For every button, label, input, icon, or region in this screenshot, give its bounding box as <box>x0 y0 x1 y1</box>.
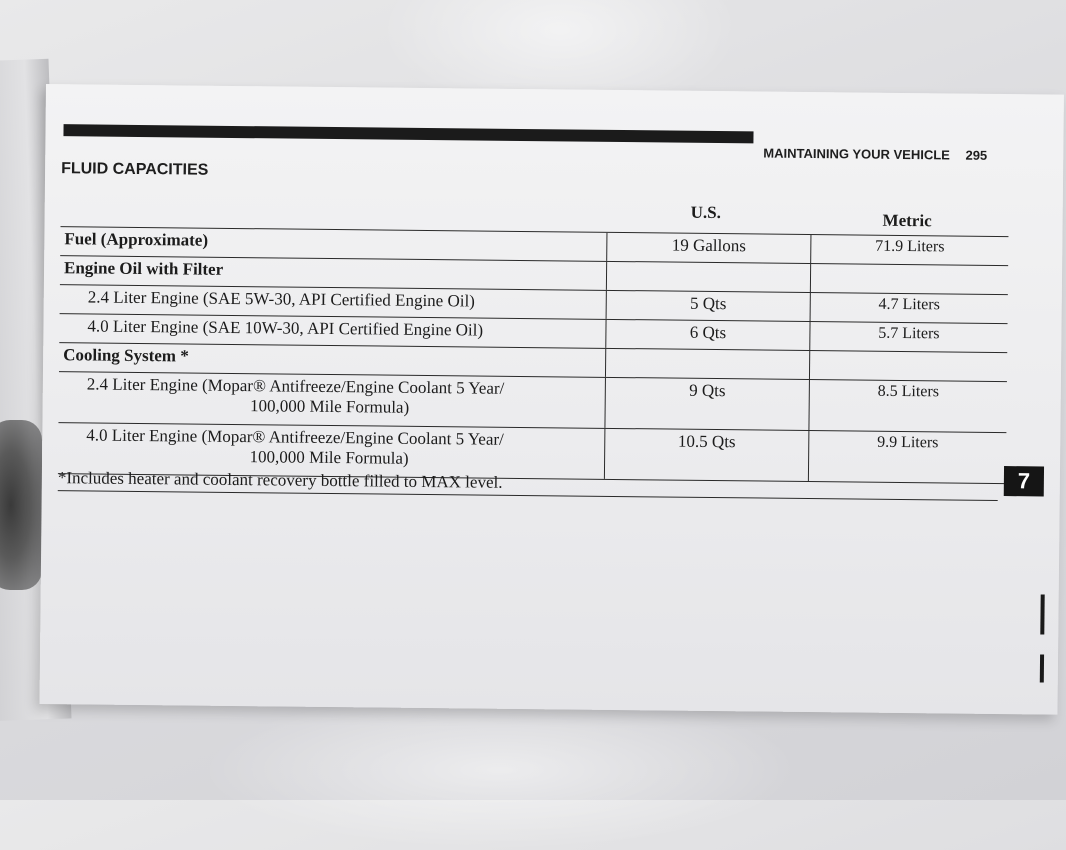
row-us-value: 9 Qts <box>604 378 809 430</box>
row-us-value: 5 Qts <box>606 291 810 321</box>
header-section: MAINTAINING YOUR VEHICLE <box>763 145 950 163</box>
row-label: Cooling System * <box>63 345 189 366</box>
row-label: 4.0 Liter Engine (SAE 10W-30, API Certified Engine Oil) <box>87 316 484 340</box>
row-label: 2.4 Liter Engine (SAE 5W-30, API Certified Engine Oil) <box>87 287 476 311</box>
row-us-value: 19 Gallons <box>606 233 810 263</box>
row-label: Engine Oil with Filter <box>63 258 224 279</box>
fluid-capacities-table <box>58 196 1009 484</box>
row-us-value: 6 Qts <box>605 320 809 350</box>
running-header <box>763 146 987 163</box>
adjacent-page-illustration <box>0 420 42 590</box>
column-header-us: U.S. <box>690 202 722 223</box>
row-us-value <box>605 349 809 379</box>
edge-mark <box>1040 594 1044 634</box>
row-metric-value: 9.9 Liters <box>808 431 1007 483</box>
table-footnote: *Includes heater and coolant recovery bottle filled to MAX level. <box>58 468 998 501</box>
row-label-line2: 100,000 Mile Formula) <box>249 396 410 417</box>
chapter-tab: 7 <box>1004 466 1044 496</box>
manual-page <box>40 84 1064 715</box>
row-label-line1: 4.0 Liter Engine (Mopar® Antifreeze/Engine Coolant 5 Year/ <box>86 425 504 449</box>
background-fold <box>200 690 800 850</box>
row-metric-value <box>810 264 1008 294</box>
row-metric-value: 4.7 Liters <box>810 293 1008 323</box>
edge-mark <box>1040 654 1044 682</box>
column-header-metric: Metric <box>882 210 932 231</box>
row-label-line1: 2.4 Liter Engine (Mopar® Antifreeze/Engine Coolant 5 Year/ <box>86 374 505 398</box>
row-metric-value: 71.9 Liters <box>810 235 1008 265</box>
section-title: FLUID CAPACITIES <box>61 160 209 179</box>
page-number: 295 <box>965 147 988 163</box>
row-label-line2: 100,000 Mile Formula) <box>249 447 409 468</box>
row-us-value <box>606 262 810 292</box>
page-edge-marks <box>1040 594 1045 704</box>
header-rule <box>63 124 753 143</box>
row-metric-value: 8.5 Liters <box>808 380 1007 432</box>
row-us-value: 10.5 Qts <box>604 429 809 481</box>
row-label: Fuel (Approximate) <box>64 229 209 250</box>
row-metric-value <box>809 351 1007 381</box>
row-metric-value: 5.7 Liters <box>809 322 1007 352</box>
